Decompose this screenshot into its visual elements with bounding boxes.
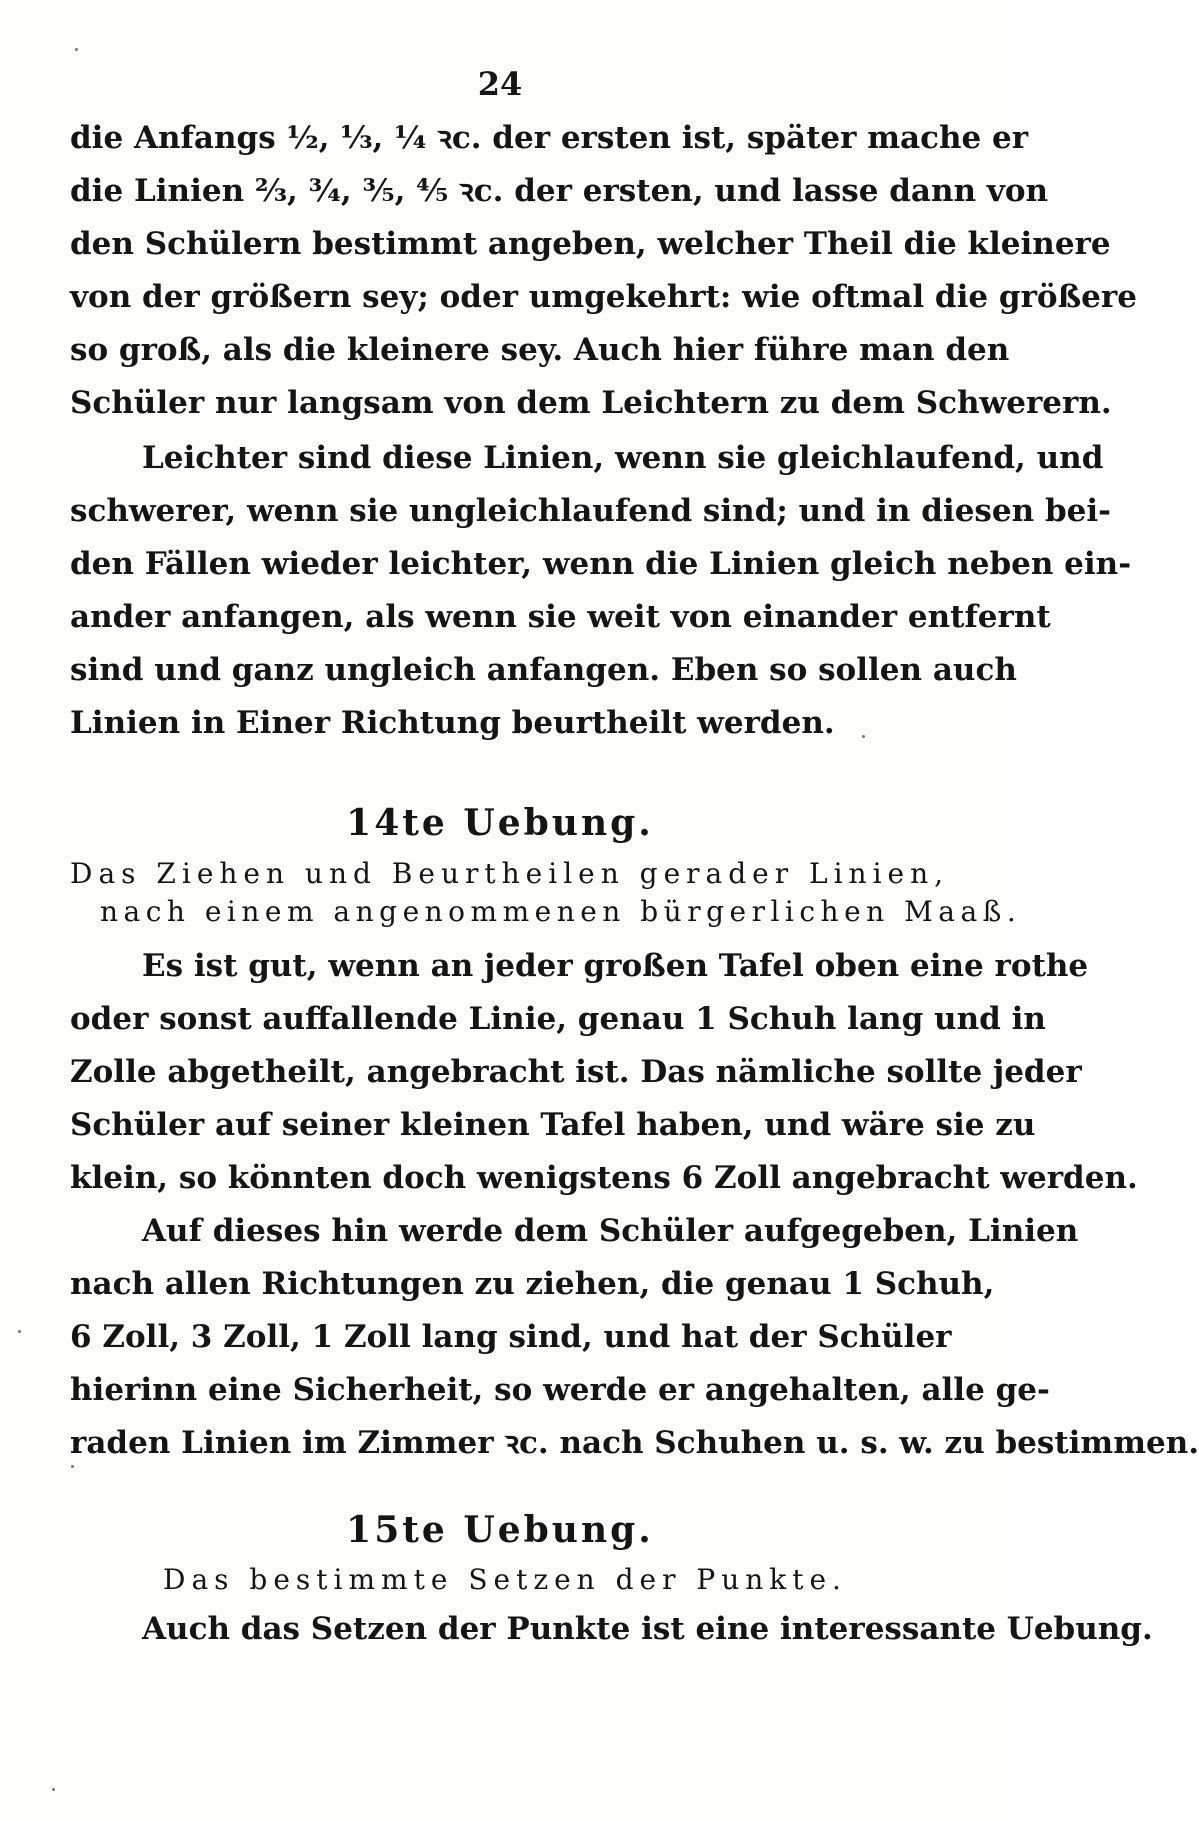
scan-speck	[18, 1330, 21, 1333]
scan-speck	[862, 735, 865, 738]
paragraph-3	[70, 940, 1138, 1205]
text-line: die Anfangs ½, ⅓, ¼ ꝛc. der ersten ist, später mache er	[70, 120, 1029, 156]
text-line: klein, so könnten doch wenigstens 6 Zoll angebracht werden.	[70, 1160, 1138, 1196]
scan-speck	[71, 1465, 74, 1468]
text-line: raden Linien im Zimmer ꝛc. nach Schuhen u. s. w. zu bestimmen.	[70, 1425, 1199, 1461]
section-subtitle-14-line-1: Das Ziehen und Beurtheilen gerader Linien,	[70, 857, 950, 890]
scan-speck	[52, 1788, 55, 1791]
text-line: nach allen Richtungen zu ziehen, die genau 1 Schuh,	[70, 1266, 995, 1302]
text-line: Schüler nur langsam von dem Leichtern zu dem Schwerern.	[70, 385, 1112, 421]
text-line: Schüler auf seiner kleinen Tafel haben, und wäre sie zu	[70, 1107, 1036, 1143]
text-line: ander anfangen, als wenn sie weit von einander entfernt	[70, 599, 1051, 635]
paragraph-1	[70, 112, 1137, 430]
text-line: die Linien ⅔, ¾, ⅗, ⅘ ꝛc. der ersten, und lasse dann von	[70, 173, 1049, 209]
text-line: den Schülern bestimmt angeben, welcher Theil die kleinere	[70, 226, 1111, 262]
paragraph-2	[70, 432, 1132, 750]
text-line: schwerer, wenn sie ungleichlaufend sind; und in diesen bei-	[70, 493, 1111, 529]
section-heading-15: 15te Uebung.	[346, 1509, 654, 1551]
text-line: 6 Zoll, 3 Zoll, 1 Zoll lang sind, und hat der Schüler	[70, 1319, 952, 1355]
text-line: Auch das Setzen der Punkte ist eine interessante Uebung.	[142, 1611, 1153, 1647]
paragraph-4	[70, 1205, 1199, 1470]
text-line: Leichter sind diese Linien, wenn sie gleichlaufend, und	[142, 440, 1104, 476]
text-line: den Fällen wieder leichter, wenn die Linien gleich neben ein-	[70, 546, 1132, 582]
text-line: Auf dieses hin werde dem Schüler aufgegeben, Linien	[142, 1213, 1079, 1249]
paragraph-5	[70, 1603, 1153, 1656]
text-line: von der größern sey; oder umgekehrt: wie oftmal die größere	[70, 279, 1137, 315]
text-line: sind und ganz ungleich anfangen. Eben so sollen auch	[70, 652, 1017, 688]
text-line: Es ist gut, wenn an jeder großen Tafel oben eine rothe	[142, 948, 1089, 984]
scan-speck	[75, 48, 78, 51]
section-subtitle-15: Das bestimmte Setzen der Punkte.	[163, 1563, 847, 1596]
text-line: hierinn eine Sicherheit, so werde er angehalten, alle ge-	[70, 1372, 1050, 1408]
text-line: oder sonst auffallende Linie, genau 1 Schuh lang und in	[70, 1001, 1046, 1037]
page-number: 24	[477, 65, 523, 103]
section-heading-14: 14te Uebung.	[346, 802, 654, 844]
text-line: Zolle abgetheilt, angebracht ist. Das nämliche sollte jeder	[70, 1054, 1082, 1090]
text-line: Linien in Einer Richtung beurtheilt werden.	[70, 705, 835, 741]
section-subtitle-14-line-2: nach einem angenommenen bürgerlichen Maaß.	[100, 895, 1022, 928]
text-line: so groß, als die kleinere sey. Auch hier führe man den	[70, 332, 1010, 368]
